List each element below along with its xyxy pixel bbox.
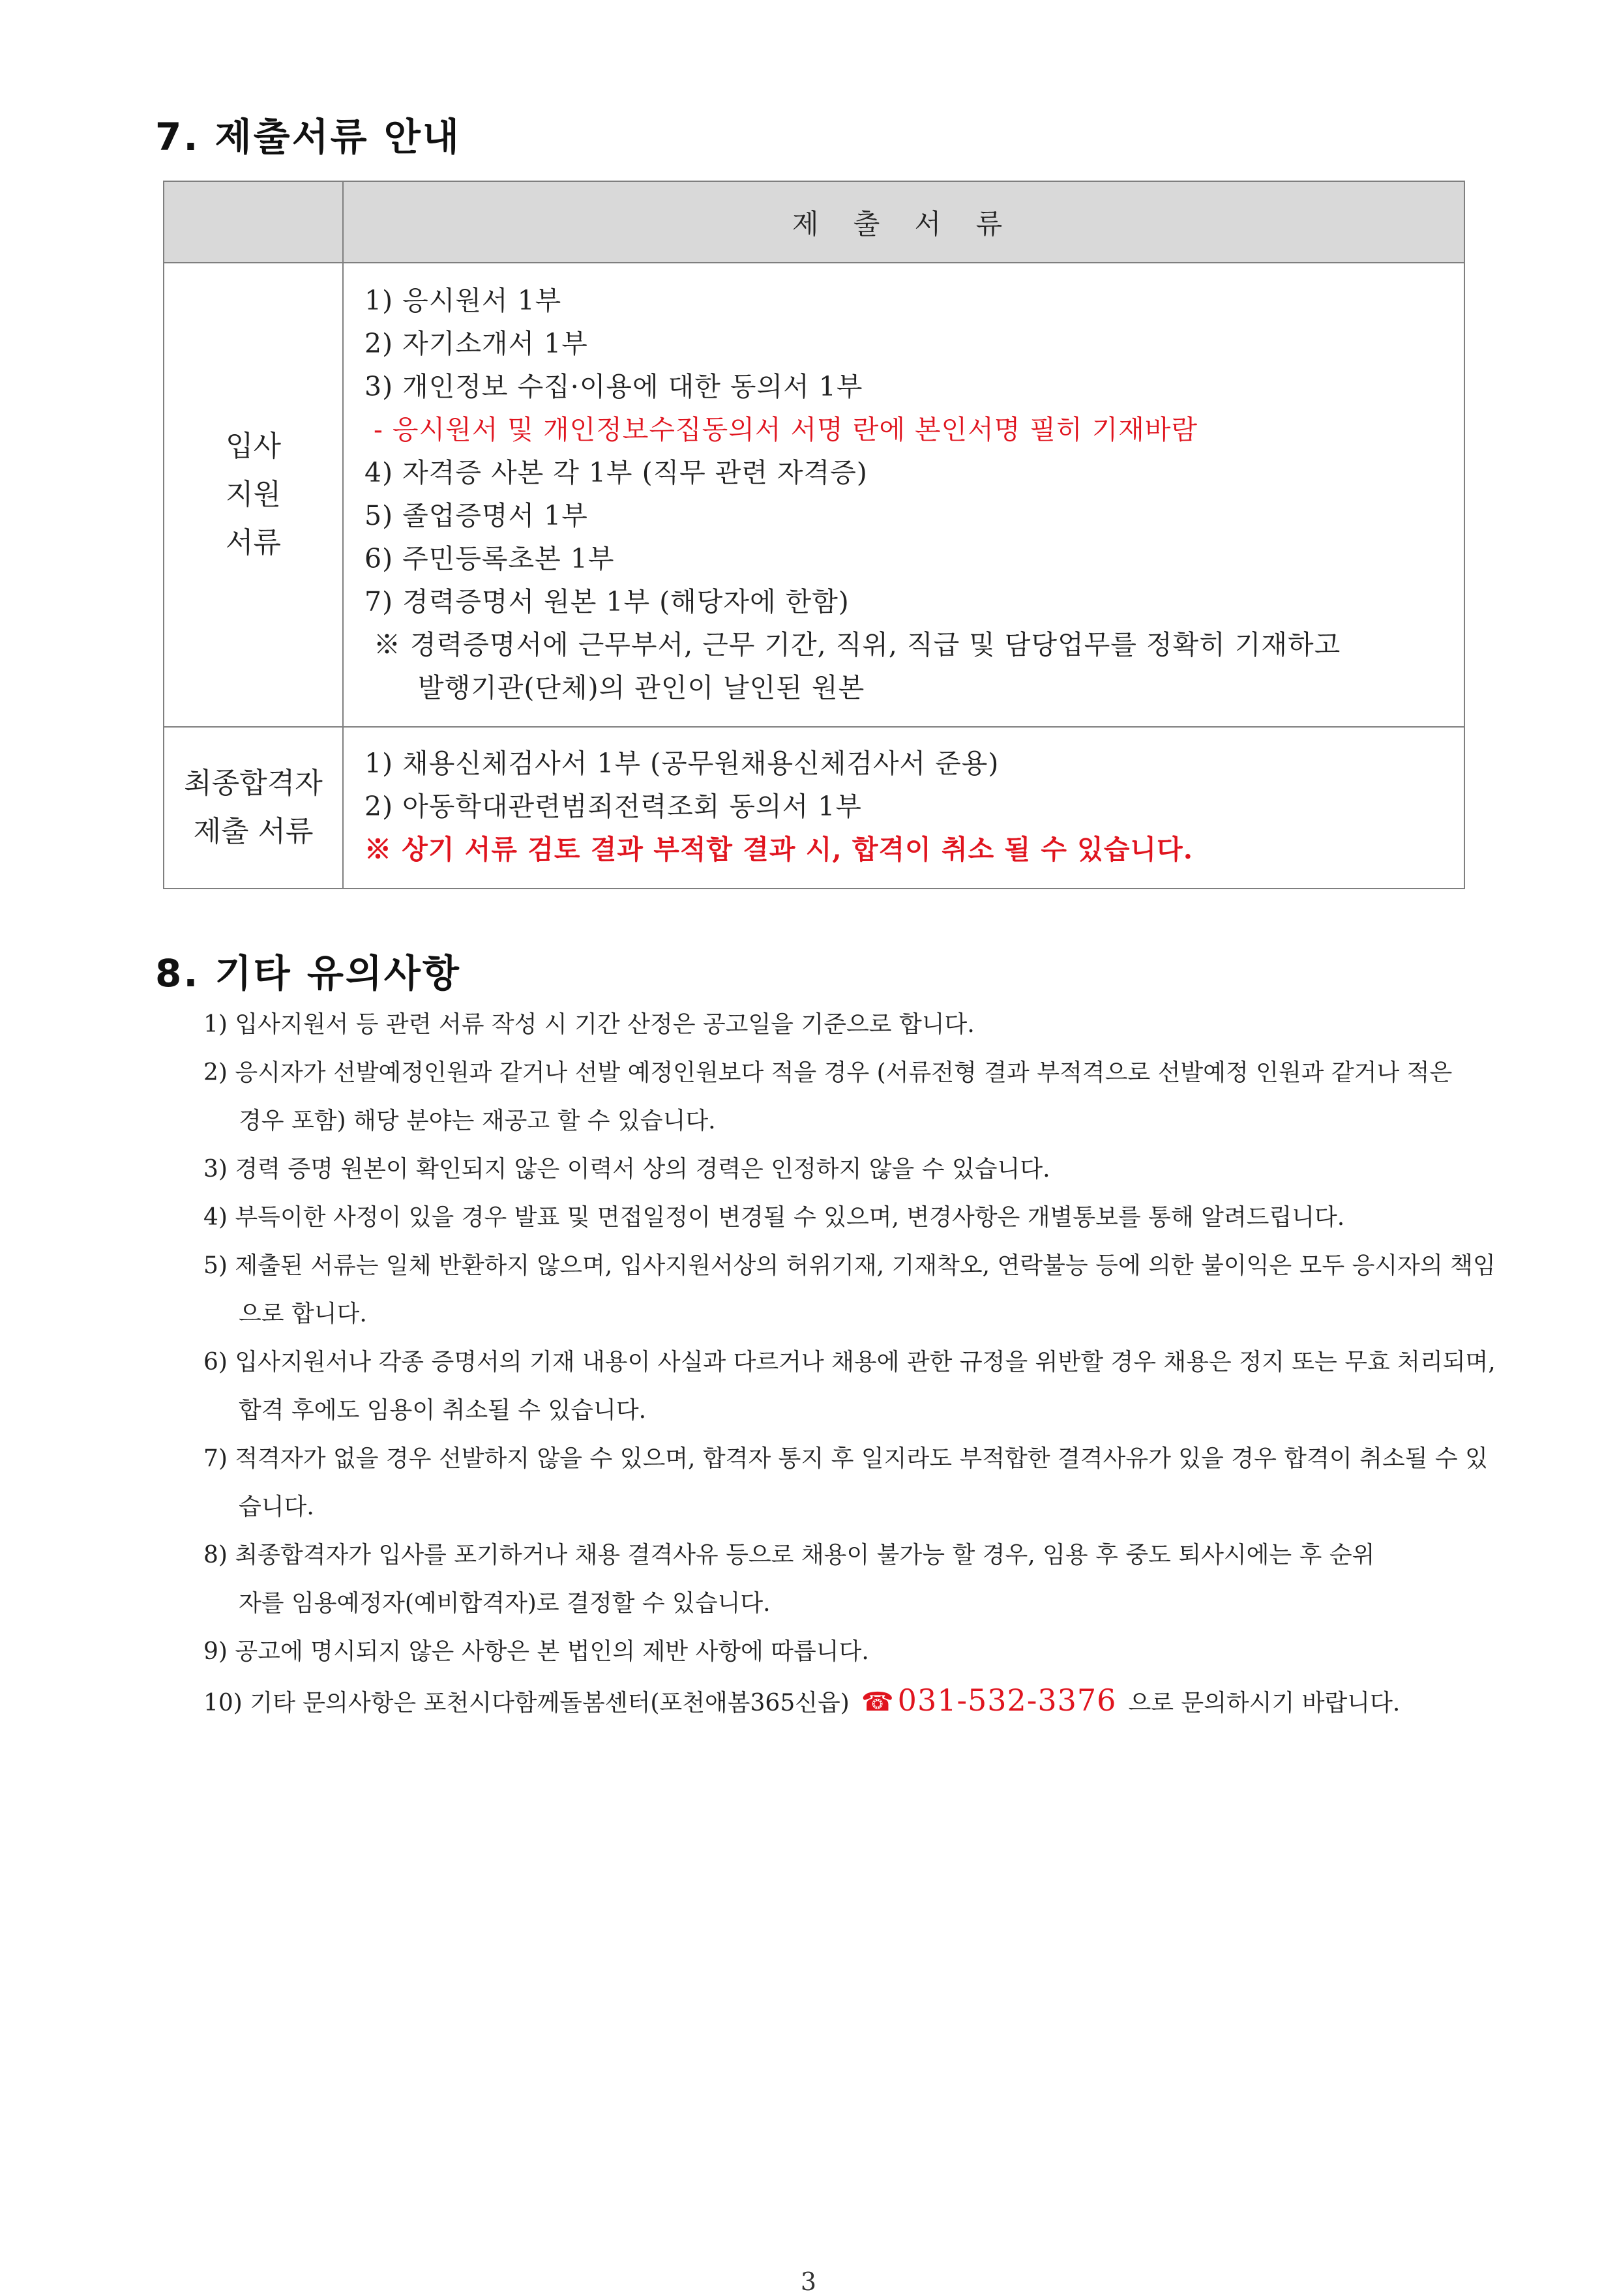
- document-item: 6) 주민등록초본 1부: [364, 543, 615, 574]
- document-item: 1) 응시원서 1부: [364, 285, 562, 316]
- contact-item: [203, 1676, 1462, 1728]
- section-8-title: 8. 기타 유의사항: [155, 951, 461, 995]
- document-item: 2) 자기소개서 1부: [364, 328, 588, 359]
- section-7-title: 7. 제출서류 안내: [155, 115, 461, 159]
- career-note-continued: 발행기관(단체)의 관인이 날인된 원본: [418, 672, 865, 703]
- document-item: 2) 아동학대관련범죄전력조회 동의서 1부: [364, 791, 862, 822]
- cancellation-warning: ※ 상기 서류 검토 결과 부적합 결과 시, 합격이 취소 될 수 있습니다.: [364, 834, 1193, 865]
- list-item: 6) 입사지원서나 각종 증명서의 기재 내용이 사실과 다르거나 채용에 관한 규정을 위반할 경우 채용은 정지 또는 무효 처리되며,: [203, 1349, 1496, 1376]
- contact-suffix: 으로 문의하시기 바랍니다.: [1128, 1690, 1401, 1716]
- list-item-continued: 합격 후에도 임용이 취소될 수 있습니다.: [239, 1397, 647, 1424]
- signature-warning: - 응시원서 및 개인정보수집동의서 서명 란에 본인서명 필히 기재바람: [374, 414, 1198, 445]
- list-item-continued: 으로 합니다.: [239, 1301, 367, 1327]
- row-label-line: 지원: [225, 478, 281, 511]
- document-item: 4) 자격증 사본 각 1부 (직무 관련 자격증): [364, 457, 868, 488]
- list-item: 5) 제출된 서류는 일체 반환하지 않으며, 입사지원서상의 허위기재, 기재착오, 연락불능 등에 의한 불이익은 모두 응시자의 책임: [203, 1252, 1496, 1279]
- page-number: 3: [800, 2267, 817, 2296]
- table-row: [164, 727, 1464, 889]
- document-item: 3) 개인정보 수집·이용에 대한 동의서 1부: [364, 371, 863, 402]
- row-label-line: 최종합격자: [184, 767, 323, 800]
- career-note: ※ 경력증명서에 근무부서, 근무 기간, 직위, 직급 및 담당업무를 정확히 기재하고: [374, 629, 1341, 660]
- table-header-row: [164, 181, 1464, 263]
- list-item: 8) 최종합격자가 입사를 포기하거나 채용 결격사유 등으로 채용이 불가능 할 경우, 임용 후 중도 퇴사시에는 후 순위: [203, 1542, 1375, 1568]
- row-label-line: 서류: [225, 526, 281, 559]
- notes-list: [203, 1001, 1496, 1728]
- row-content-final: [343, 727, 1464, 889]
- list-item: 4) 부득이한 사정이 있을 경우 발표 및 면접일정이 변경될 수 있으며, 변경사항은 개별통보를 통해 알려드립니다.: [203, 1204, 1345, 1231]
- list-item-continued: 습니다.: [239, 1494, 314, 1520]
- list-item: 1) 입사지원서 등 관련 서류 작성 시 기간 산정은 공고일을 기준으로 합니다.: [203, 1011, 975, 1038]
- table-header-cell: 제 출 서 류: [343, 181, 1464, 263]
- document-item: 5) 졸업증명서 1부: [364, 500, 588, 531]
- list-item-continued: 경우 포함) 해당 분야는 재공고 할 수 있습니다.: [239, 1108, 716, 1134]
- row-label-final: [164, 727, 343, 889]
- documents-table: [163, 181, 1465, 889]
- row-label-line: 입사: [225, 430, 281, 463]
- contact-prefix: 10) 기타 문의사항은 포천시다함께돌봄센터(포천애봄365신읍): [203, 1690, 850, 1716]
- row-content-application: [343, 263, 1464, 727]
- row-label-line: 제출 서류: [193, 815, 314, 848]
- document-item: 7) 경력증명서 원본 1부 (해당자에 한함): [364, 586, 850, 617]
- table-row: [164, 263, 1464, 727]
- list-item: 3) 경력 증명 원본이 확인되지 않은 이력서 상의 경력은 인정하지 않을 수 있습니다.: [203, 1156, 1050, 1183]
- phone-icon: ☎: [861, 1687, 894, 1717]
- list-item-continued: 자를 임용예정자(예비합격자)로 결정할 수 있습니다.: [239, 1590, 771, 1617]
- list-item: 2) 응시자가 선발예정인원과 같거나 선발 예정인원보다 적을 경우 (서류전형 결과 부적격으로 선발예정 인원과 같거나 적은: [203, 1059, 1453, 1086]
- list-item: 7) 적격자가 없을 경우 선발하지 않을 수 있으며, 합격자 통지 후 일지라도 부적합한 결격사유가 있을 경우 합격이 취소될 수 있: [203, 1445, 1488, 1472]
- row-label-application: [164, 263, 343, 727]
- table-header-empty-cell: [164, 181, 343, 263]
- document-item: 1) 채용신체검사서 1부 (공무원채용신체검사서 준용): [364, 748, 1000, 779]
- phone-number: 031-532-3376: [897, 1683, 1117, 1718]
- list-item: 9) 공고에 명시되지 않은 사항은 본 법인의 제반 사항에 따릅니다.: [203, 1638, 869, 1665]
